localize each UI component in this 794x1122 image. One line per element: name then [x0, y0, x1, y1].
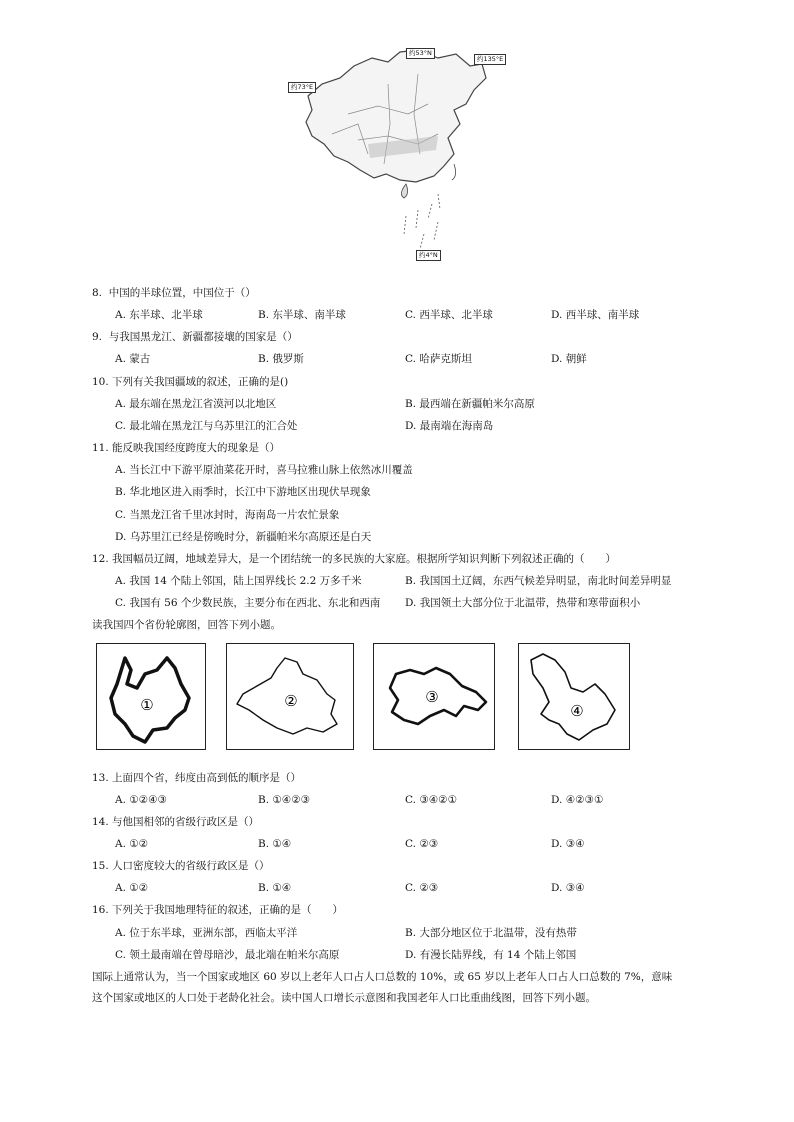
province-outline-3	[373, 643, 495, 750]
question-stem	[92, 375, 288, 389]
option-a: A. 最东端在黑龙江省漠河以北地区	[115, 398, 277, 410]
question-number: 12.	[92, 553, 109, 565]
question-text: 我国幅员辽阔，地域差异大，是一个团结统一的多民族的大家庭。根据所学知识判断下列叙述正确的（ ）	[112, 553, 617, 565]
option-c: C. 西半球、北半球	[405, 309, 493, 321]
question-text: 上面四个省，纬度由高到低的顺序是（）	[112, 772, 302, 784]
option-d: D. 最南端在海南岛	[405, 420, 494, 432]
option-a: A. 蒙古	[115, 353, 151, 365]
option-b: B. 最西端在新疆帕米尔高原	[405, 398, 535, 410]
option-a: A. ①②	[115, 882, 149, 894]
option-b: B. 我国国土辽阔，东西气候差异明显，南北时间差异明显	[405, 575, 672, 587]
option-a: A. 当长江中下游平原油菜花开时，喜马拉雅山脉上依然冰川覆盖	[115, 464, 413, 476]
question-number: 10.	[92, 376, 109, 388]
option-b: B. 大部分地区位于北温带，没有热带	[405, 927, 577, 939]
province-label-2: ②	[284, 692, 298, 710]
map-label-east: 约135°E	[474, 54, 506, 65]
option-a: A. 位于东半球，亚洲东部，西临太平洋	[115, 927, 298, 939]
question-number: 16.	[92, 904, 109, 916]
option-d: D. ③④	[551, 838, 585, 850]
question-stem	[92, 815, 259, 829]
option-c: C. ②③	[405, 838, 439, 850]
province-outline-2	[226, 643, 354, 750]
map-label-west: 约73°E	[288, 82, 316, 93]
option-c: C. 当黑龙江省千里冰封时，海南岛一片农忙景象	[115, 509, 340, 521]
question-text: 下列有关我国疆域的叙述，正确的是()	[112, 376, 289, 388]
option-b: B. 东半球、南半球	[258, 309, 346, 321]
question-number: 13.	[92, 772, 109, 784]
question-stem	[92, 441, 280, 455]
option-d: D. 西半球、南半球	[551, 309, 640, 321]
province-label-3: ③	[425, 688, 439, 706]
option-d: D. 朝鲜	[551, 353, 587, 365]
province-outline-1	[96, 643, 206, 750]
option-d: D. 我国领土大部分位于北温带，热带和寒带面积小	[405, 597, 641, 609]
option-d: D. 有漫长陆界线，有 14 个陆上邻国	[405, 949, 577, 961]
question-text: 人口密度较大的省级行政区是（）	[112, 860, 270, 872]
question-stem	[92, 903, 343, 917]
china-map-drawing	[288, 44, 512, 264]
question-number: 14.	[92, 816, 109, 828]
question-stem	[92, 859, 270, 873]
intro-provinces: 读我国四个省份轮廓图，回答下列小题。	[92, 619, 281, 631]
province-label-1: ①	[140, 696, 154, 714]
province-drawing-3	[374, 644, 494, 749]
question-text: 与我国黑龙江、新疆都接壤的国家是（）	[108, 331, 298, 343]
province-drawing-2	[227, 644, 353, 749]
option-b: B. ①④②③	[258, 794, 311, 806]
intro-aging-line-2: 这个国家或地区的人口处于老龄化社会。读中国人口增长示意图和我国老年人口比重曲线图，回答下列小题。	[92, 992, 596, 1004]
question-number: 8.	[92, 287, 103, 299]
question-text: 下列关于我国地理特征的叙述，正确的是（ ）	[112, 904, 344, 916]
option-d: D. ③④	[551, 882, 585, 894]
option-c: C. 最北端在黑龙江与乌苏里江的汇合处	[115, 420, 298, 432]
option-b: B. ①④	[258, 882, 292, 894]
question-stem	[92, 286, 256, 300]
option-c: C. 哈萨克斯坦	[405, 353, 472, 365]
question-text: 能反映我国经度跨度大的现象是（）	[112, 442, 281, 454]
question-stem	[92, 552, 616, 566]
option-c: C. ③④②①	[405, 794, 457, 806]
province-label-4: ④	[570, 702, 584, 720]
option-b: B. 俄罗斯	[258, 353, 304, 365]
question-text: 与他国相邻的省级行政区是（）	[112, 816, 260, 828]
question-stem	[92, 330, 298, 344]
province-drawing-4	[519, 644, 629, 749]
question-number: 9.	[92, 331, 103, 343]
option-c: C. 领土最南端在曾母暗沙，最北端在帕米尔高原	[115, 949, 340, 961]
province-drawing-1	[97, 644, 205, 749]
question-stem	[92, 771, 301, 785]
option-b: B. ①④	[258, 838, 292, 850]
question-number: 15.	[92, 860, 109, 872]
option-a: A. 东半球、北半球	[115, 309, 203, 321]
option-c: C. 我国有 56 个少数民族，主要分布在西北、东北和西南	[115, 597, 381, 609]
map-label-south: 约4°N	[416, 250, 441, 261]
option-a: A. 我国 14 个陆上邻国，陆上国界线长 2.2 万多千米	[115, 575, 362, 587]
option-d: D. ④②③①	[551, 794, 604, 806]
option-a: A. ①②	[115, 838, 149, 850]
question-number: 11.	[92, 442, 109, 454]
question-text: 中国的半球位置，中国位于（）	[108, 287, 256, 299]
option-c: C. ②③	[405, 882, 439, 894]
option-a: A. ①②④③	[115, 794, 167, 806]
option-d: D. 乌苏里江已经是傍晚时分，新疆帕米尔高原还是白天	[115, 531, 372, 543]
province-outline-4	[518, 643, 630, 750]
intro-aging-line-1: 国际上通常认为，当一个国家或地区 60 岁以上老年人口占人口总数的 10%，或 65 岁以上老年人口占人口总数的 7%，意味	[92, 971, 673, 983]
china-outline-map	[288, 44, 512, 264]
map-label-north: 约53°N	[406, 48, 435, 59]
option-b: B. 华北地区进入雨季时，长江中下游地区出现伏旱现象	[115, 486, 371, 498]
